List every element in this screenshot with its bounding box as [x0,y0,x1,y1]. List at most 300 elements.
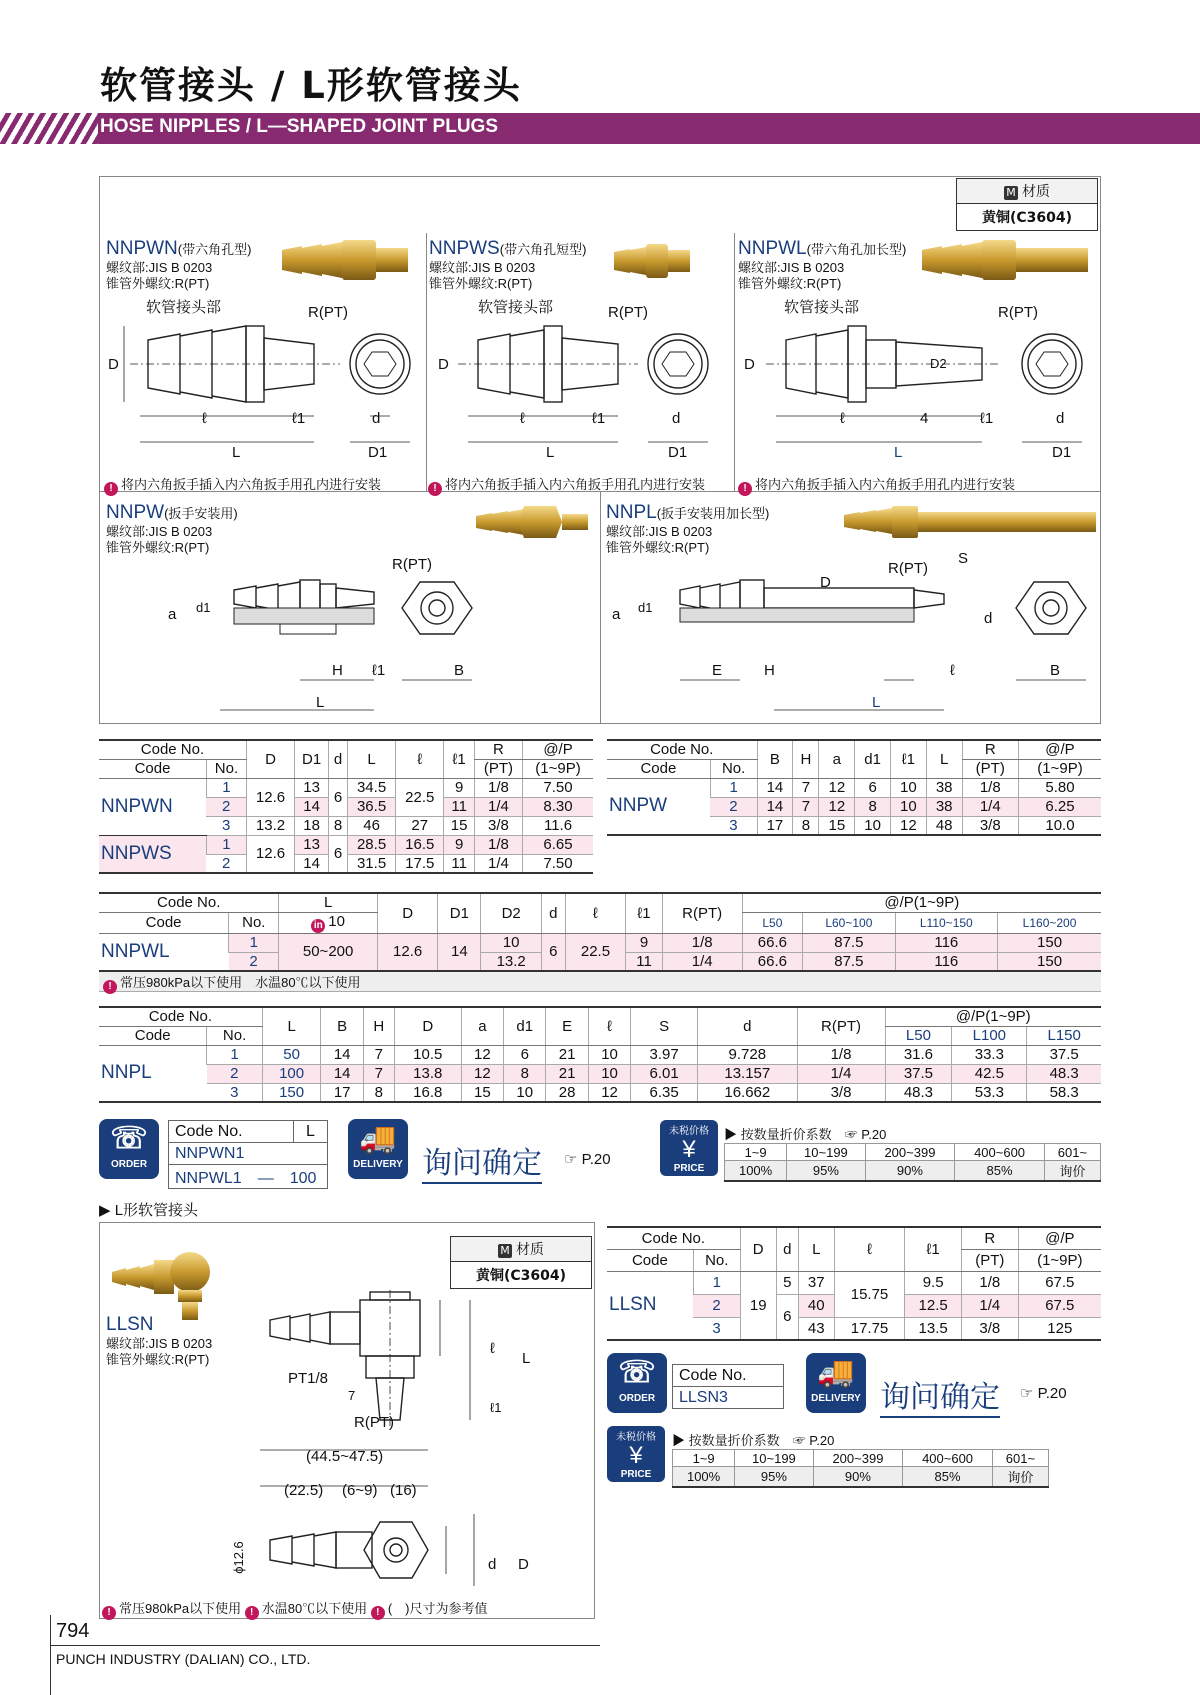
table-cell: d [776,1227,798,1271]
code-nnpl: NNPL [99,1045,207,1102]
table-cell: ℓ1 [626,893,662,933]
table-cell: 116 [895,952,998,971]
table-cell: 15 [444,816,475,835]
table-cell: 1/4 [474,797,522,816]
table-cell: 13.157 [698,1064,797,1083]
table-cell: 3 [710,816,757,835]
table-cell: 1 [206,778,246,797]
material-box-llsn: M 材质 黄铜(C3604) [450,1236,592,1289]
product-spec1: 螺纹部:JIS B 0203 [106,1336,213,1351]
table-cell: 3/8 [961,1317,1018,1340]
table-cell: ℓ [588,1007,630,1045]
table-cell: 6.25 [1018,797,1101,816]
table-cell: No. [207,1026,262,1045]
table-cell: 40 [798,1294,834,1317]
table-cell: 13.2 [481,952,542,971]
table-cell: 95% [787,1161,865,1182]
l-section-title: ▶ L形软管接头 [99,1202,199,1219]
table-cell: 8 [504,1064,546,1083]
product-spec2: 锥管外螺纹:R(PT) [106,276,210,291]
table-cell: 13 [295,835,329,854]
table-cell: 6 [776,1294,798,1340]
table-cell: D [740,1227,776,1271]
table-cell: R(PT) [797,1007,885,1045]
table-cell: 7 [793,797,819,816]
label-a: a [612,606,621,623]
table-cell: @/P(1~9P) [742,893,1101,912]
table-cell: 7.50 [523,854,593,873]
table-cell: 12 [891,816,927,835]
table-cell: 28.5 [347,835,395,854]
label-rpt: R(PT) [998,304,1038,321]
label-H: H [764,662,775,679]
product-spec1: 螺纹部:JIS B 0203 [606,524,713,539]
table-cell: @/P(1~9P) [885,1007,1101,1026]
table-cell: 7 [363,1045,394,1064]
footer-divider [50,1615,51,1695]
table-cell: 1 [229,933,279,952]
table-cell: 5 [776,1271,798,1294]
table-cell: Code [99,1026,207,1045]
label-seven: 7 [348,1388,356,1403]
table-cell: 50 [262,1045,321,1064]
table-cell: 9 [444,835,475,854]
table-cell: 116 [895,933,998,952]
table-cell: d [329,740,348,778]
product-sub: (扳手安装用) [164,506,238,521]
table-cell: 8 [855,797,891,816]
table-cell: (1~9P) [523,759,593,778]
label-D: D [744,356,755,373]
material-label: 材质 [1022,184,1050,200]
product-sub: (扳手安装用加长型) [656,506,770,521]
table-cell: 3 [206,816,246,835]
table-cell: 12.6 [246,778,294,816]
product-name: NNPL [606,502,657,523]
label-d: d [372,410,381,427]
table-cell: 2 [206,854,246,873]
table-cell: 15.75 [834,1271,905,1317]
delivery-ref-llsn: ☞ P.20 [1020,1385,1067,1402]
product-nnpw-info [106,502,238,556]
note-hex-2: ! 将内六角扳手插入内六角扳手用孔内进行安装 [428,474,705,496]
table-cell: LLSN3 [673,1387,784,1409]
table-cell: 28 [546,1083,588,1102]
table-cell: D1 [295,740,329,778]
order-example-llsn [672,1364,784,1409]
table-cell: 66.6 [742,933,803,952]
table-cell: D [246,740,294,778]
table-cell: 1 [710,778,757,797]
code-nnpwn: NNPWN [99,778,206,835]
table-cell: B [321,1007,363,1045]
table-cell: L [294,1121,328,1143]
table-cell: 31.5 [347,854,395,873]
table-cell: 42.5 [952,1064,1027,1083]
disc-title: ▶ 按数量折价系数 ☞ P.20 [724,1127,887,1142]
table-cell: No. [206,759,246,778]
label-D: D [518,1556,529,1573]
label-D1: D1 [1052,444,1072,461]
table-cell: L50 [742,912,803,933]
order-example-table [168,1120,328,1189]
table-cell: 10.5 [394,1045,461,1064]
table-cell: 询价 [1044,1161,1100,1182]
product-nnpwn-info [106,238,251,292]
table-cell: 43 [798,1317,834,1340]
table-cell: 12 [588,1083,630,1102]
table-cell: 7.50 [523,778,593,797]
discount-table [724,1143,1101,1182]
photo-nnpw [474,502,590,542]
label-S: S [958,550,969,567]
table-cell: 7 [793,778,819,797]
label-d: d [1056,410,1065,427]
label-l1: ℓ1 [372,662,386,679]
table-cell: 8 [363,1083,394,1102]
product-spec2: 锥管外螺纹:R(PT) [738,276,842,291]
footer-line [50,1645,600,1646]
table-cell: 27 [396,816,444,835]
table-cell: L110~150 [895,912,998,933]
label-L: L [522,1350,531,1367]
table-cell: 9 [626,933,662,952]
product-spec2: 锥管外螺纹:R(PT) [106,540,210,555]
drawing-nnpwl [736,290,1098,470]
table-cell: 90% [865,1161,955,1182]
table-cell: 2 [693,1294,740,1317]
label-d: d [488,1556,497,1573]
table-cell: 3 [207,1083,262,1102]
table-cell: 400~600 [955,1144,1045,1161]
table-cell: 3.97 [631,1045,698,1064]
table-cell: 12 [819,778,855,797]
label-d1: d1 [638,600,653,615]
table-cell: 10~199 [735,1450,813,1467]
table-cell: 53.3 [952,1083,1027,1102]
table-cell: 10 [891,797,927,816]
table-cell: 11.6 [523,816,593,835]
table-cell: ℓ1 [891,740,927,778]
code-nnpws: NNPWS [99,835,206,873]
label-l: ℓ [202,410,207,427]
table-cell: 3/8 [474,816,522,835]
table-cell: 1/4 [961,1294,1018,1317]
table-cell: 8 [793,816,819,835]
table-cell: 48.3 [885,1083,952,1102]
code-nnpw: NNPW [607,778,710,835]
table-cell: 10 [481,933,542,952]
table-llsn [607,1226,1101,1341]
product-nnpwl-info [738,238,906,292]
product-name: NNPW [106,502,165,523]
table-cell: 1/8 [662,933,742,952]
table-cell: 10~199 [787,1144,865,1161]
table-cell: 6.01 [631,1064,698,1083]
product-name: LLSN [106,1314,154,1335]
table-cell: 14 [757,797,793,816]
table-cell: 1/4 [662,952,742,971]
table-cell: @/P [523,740,593,759]
label-phi: ϕ12.6 [230,1541,246,1574]
table-cell: H [363,1007,394,1045]
llsn-notes: ! 常压980kPa以下使用 ! 水温80℃以下使用 ! ( )尺寸为参考值 [102,1598,487,1620]
product-llsn-info [106,1314,212,1368]
table-cell: No. [693,1249,740,1271]
table-cell: in 10 [279,912,377,933]
table-cell: D1 [438,893,481,933]
table-cell: 14 [438,933,481,971]
note-hex-3: ! 将内六角扳手插入内六角扳手用孔内进行安装 [738,474,1015,496]
material-badge: M [1004,186,1018,200]
table-cell: 601~ [992,1450,1048,1467]
table-cell: 46 [347,816,395,835]
table-cell: 1/8 [797,1045,885,1064]
table-cell: 10 [504,1083,546,1102]
table-cell: 601~ [1044,1144,1100,1161]
table-cell: 38 [926,778,962,797]
label-hose-part: 软管接头部 [146,299,222,316]
product-spec2: 锥管外螺纹:R(PT) [429,276,533,291]
table-cell: 67.5 [1018,1294,1101,1317]
table-cell: 2 [229,952,279,971]
label-dim3: (6~9) [342,1482,378,1499]
table-cell: L150 [1027,1026,1101,1045]
table-cell: D2 [481,893,542,933]
table-cell: L60~100 [803,912,895,933]
table-cell: @/P [1018,740,1101,759]
label-d: d [672,410,681,427]
table-cell: 6 [504,1045,546,1064]
label-l1: ℓ1 [490,1400,502,1415]
product-spec1: 螺纹部:JIS B 0203 [106,260,213,275]
label-rpt: R(PT) [888,560,928,577]
table-cell: 1/8 [474,835,522,854]
table-cell: 6 [329,778,348,816]
label-d1: d1 [196,600,211,615]
table-cell: 13.5 [905,1317,962,1340]
table-cell: 100% [725,1161,787,1182]
table-cell: 3/8 [962,816,1018,835]
table-cell: 50~200 [279,933,377,971]
table-cell: Code No. [99,893,279,912]
note-pressure: ! 常压980kPa以下使用 水温80℃以下使用 [99,972,1101,992]
table-cell: 16.662 [698,1083,797,1102]
table-cell: 87.5 [803,952,895,971]
table-cell: 48.3 [1027,1064,1101,1083]
table-cell: L160~200 [998,912,1101,933]
delivery-icon: 🚚 DELIVERY [348,1119,408,1179]
table-cell: 1~9 [673,1450,735,1467]
table-cell: (1~9P) [1018,1249,1101,1271]
table-nnpwn-nnpws [99,739,593,874]
label-pt18: PT1/8 [288,1370,329,1387]
label-L: L [894,444,903,461]
code-nnpwl: NNPWL [99,933,229,971]
product-name: NNPWN [106,238,178,259]
table-cell: Code No. [673,1365,784,1387]
table-cell: 17 [321,1083,363,1102]
table-cell: 14 [757,778,793,797]
label-H: H [332,662,343,679]
table-cell: 85% [955,1161,1045,1182]
delivery-text: 询问确定 [422,1138,542,1184]
table-cell: 21 [546,1045,588,1064]
label-dim2: (22.5) [284,1482,324,1499]
product-sub: (带六角孔加长型) [806,242,907,257]
label-D: D [820,574,831,591]
banner-hatch [0,113,98,144]
label-l: ℓ [950,662,955,679]
table-cell: No. [229,912,279,933]
table-cell: Code No. [607,740,757,759]
table-cell: 1/8 [962,778,1018,797]
table-cell: 2 [207,1064,262,1083]
table-cell: 100 [262,1064,321,1083]
table-cell: 10 [588,1045,630,1064]
label-l1: ℓ1 [292,410,306,427]
table-cell: 6 [541,933,565,971]
table-nnpl [99,1006,1101,1103]
label-a: a [168,606,177,623]
label-dim1: (44.5~47.5) [306,1448,384,1465]
table-cell: L100 [952,1026,1027,1045]
product-spec1: 螺纹部:JIS B 0203 [738,260,845,275]
table-cell: d1 [504,1007,546,1045]
table-cell: 13.2 [246,816,294,835]
table-cell: a [819,740,855,778]
table-cell: Code [607,759,710,778]
table-cell: 125 [1018,1317,1101,1340]
table-cell: 2 [206,797,246,816]
label-hose-part: 软管接头部 [784,299,860,316]
label-hose-part: 软管接头部 [478,299,554,316]
table-cell: 6.65 [523,835,593,854]
label-dim4: (16) [390,1482,417,1499]
table-cell: 3 [693,1317,740,1340]
table-nnpwl [99,892,1101,972]
note-hex-1: ! 将内六角扳手插入内六角扳手用孔内进行安装 [104,474,381,496]
order-icon-llsn: ☏ ORDER [607,1353,667,1413]
table-cell: 1/4 [797,1064,885,1083]
table-cell: 14 [295,854,329,873]
table-cell: 34.5 [347,778,395,797]
table-cell: d [698,1007,797,1045]
table-cell: R [474,740,522,759]
table-cell: ℓ1 [905,1227,962,1271]
table-cell: ℓ [396,740,444,778]
drawing-nnpl [604,560,1100,720]
table-cell: 90% [813,1467,903,1488]
table-cell: Code [607,1249,693,1271]
table-cell: 37 [798,1271,834,1294]
table-cell: 1 [207,1045,262,1064]
delivery-text-llsn: 询问确定 [880,1372,1000,1418]
table-cell: 17.75 [834,1317,905,1340]
table-cell: 14 [321,1045,363,1064]
table-cell: 12.5 [905,1294,962,1317]
table-cell: 6 [329,835,348,873]
label-L: L [232,444,241,461]
product-name: NNPWS [429,238,500,259]
product-spec1: 螺纹部:JIS B 0203 [429,260,536,275]
table-cell: 58.3 [1027,1083,1101,1102]
product-nnpl-info [606,502,769,556]
table-cell: Code No. [169,1121,294,1143]
table-cell: 200~399 [865,1144,955,1161]
table-cell: 12 [461,1064,503,1083]
table-cell: No. [710,759,757,778]
table-cell: 13.8 [394,1064,461,1083]
table-cell: 36.5 [347,797,395,816]
table-cell: ℓ [565,893,626,933]
label-l: ℓ [840,410,845,427]
table-cell: ℓ [834,1227,905,1271]
table-cell: 9.5 [905,1271,962,1294]
header-banner [0,113,1200,144]
table-cell: 38 [926,797,962,816]
table-cell: a [461,1007,503,1045]
table-cell: 12 [819,797,855,816]
table-cell: 10 [891,778,927,797]
photo-nnpwl [920,236,1090,284]
company-name: PUNCH INDUSTRY (DALIAN) CO., LTD. [56,1651,311,1667]
code-llsn: LLSN [607,1271,693,1340]
label-L: L [872,694,881,711]
label-l1: ℓ1 [980,410,994,427]
label-rpt: R(PT) [608,304,648,321]
table-cell: B [757,740,793,778]
table-cell: 15 [819,816,855,835]
table-cell: 8.30 [523,797,593,816]
table-cell: 1~9 [725,1144,787,1161]
table-cell: 3/8 [797,1083,885,1102]
table-cell: R(PT) [662,893,742,933]
price-icon: 未税价格 ¥ PRICE [660,1120,718,1176]
delivery-icon-llsn: 🚚 DELIVERY [806,1353,866,1413]
table-cell: 33.3 [952,1045,1027,1064]
label-rpt: R(PT) [392,556,432,573]
material-value: 黄铜(C3604) [981,210,1073,226]
product-name: NNPWL [738,238,807,259]
table-cell: L50 [885,1026,952,1045]
label-D1: D1 [668,444,688,461]
table-cell: 16.8 [394,1083,461,1102]
label-l: ℓ [490,1340,495,1357]
table-cell: 18 [295,816,329,835]
table-cell: D [377,893,438,933]
table-cell: 19 [740,1271,776,1340]
table-cell: 14 [295,797,329,816]
table-cell: 200~399 [813,1450,903,1467]
table-cell: 10.0 [1018,816,1101,835]
label-L: L [546,444,555,461]
label-D1: D1 [368,444,388,461]
table-cell: 9 [444,778,475,797]
table-cell: 2 [710,797,757,816]
label-L: L [316,694,325,711]
material-box-top [956,178,1098,231]
label-l1: ℓ1 [592,410,606,427]
page-subtitle: HOSE NIPPLES / L—SHAPED JOINT PLUGS [100,116,499,137]
label-B: B [454,662,465,679]
table-cell: 10 [855,816,891,835]
table-cell: 37.5 [1027,1045,1101,1064]
page-number: 794 [56,1620,90,1642]
table-cell: 22.5 [396,778,444,816]
table-cell: (PT) [474,759,522,778]
table-cell: NNPWN1 [169,1143,328,1165]
